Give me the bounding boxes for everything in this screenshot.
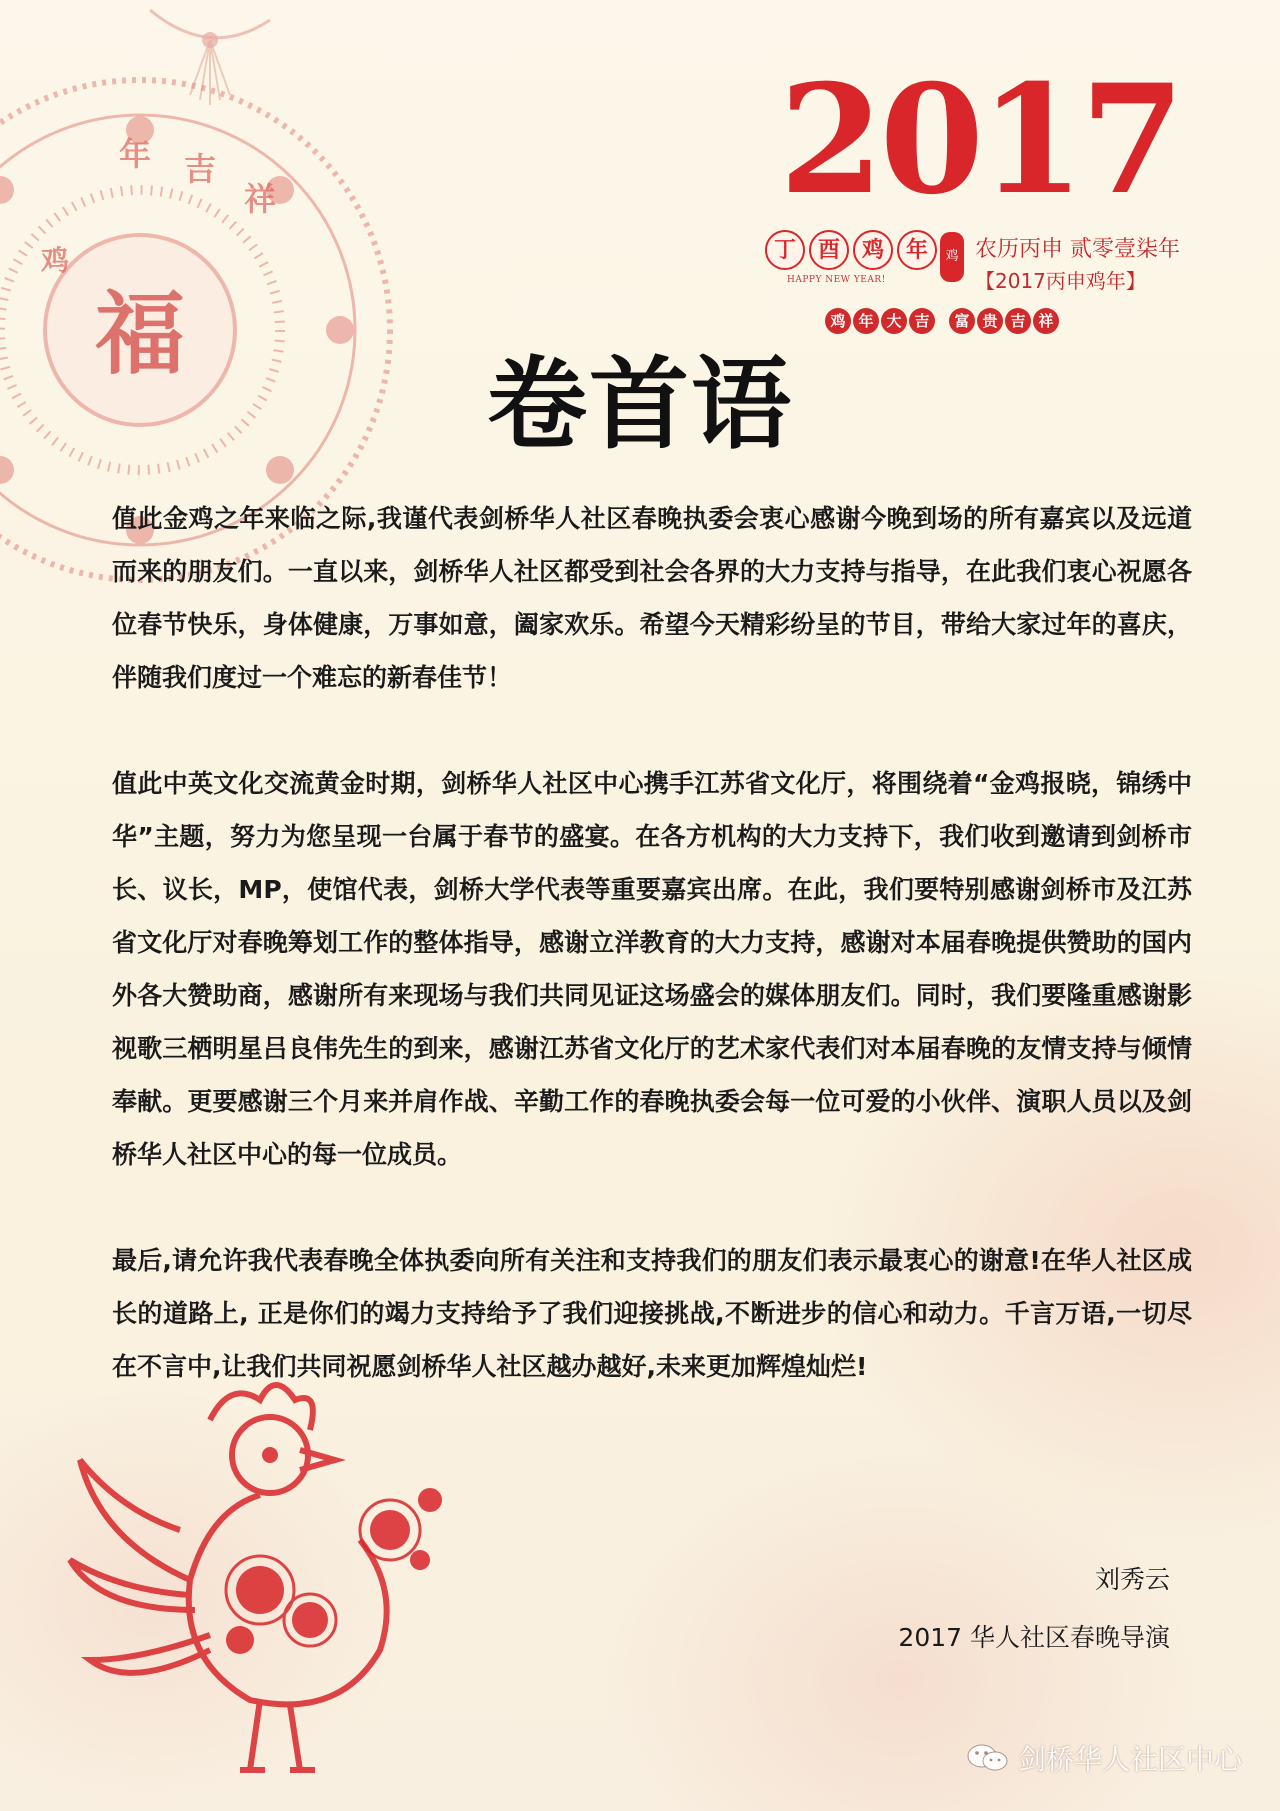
paragraph-3: 最后,请允许我代表春晚全体执委向所有关注和支持我们的朋友们表示最衷心的谢意!在华人社区成长的道路上, 正是你们的竭力支持给予了我们迎接挑战,不断进步的信心和动力。千言万语,一切尽在不言中,让我们共同祝愿剑桥华人社区越办越好,未来更加辉煌灿烂! (112, 1246, 1192, 1381)
blessing-group-right (949, 308, 1059, 334)
blessing-char: 吉 (1005, 308, 1031, 334)
signature-title: 2017 华人社区春晚导演 (898, 1623, 1170, 1652)
blessing-char: 贵 (977, 308, 1003, 334)
watermark-text: 剑桥华人社区中心 (1017, 1743, 1242, 1776)
paragraph-1: 值此金鸡之年来临之际,我谨代表剑桥华人社区春晚执委会衷心感谢今晚到场的所有嘉宾以及远道而来的朋友们。一直以来，剑桥华人社区都受到社会各界的大力支持与指导，在此我们衷心祝愿各位春节快乐，身体健康，万事如意，阖家欢乐。希望今天精彩纷呈的节目，带给大家过年的喜庆，伴随我们度过一个难忘的新春佳节！ (112, 504, 1192, 692)
lunar-date-line: 农历丙申 贰零壹柒年 (975, 237, 1180, 262)
year-number: 2017 (779, 52, 1181, 228)
blessing-char: 祥 (1033, 308, 1059, 334)
blessing-char: 富 (949, 308, 975, 334)
seal-stamp: 鸡 (940, 232, 964, 282)
watermark (966, 1738, 1242, 1778)
wechat-icon (966, 1742, 1010, 1774)
signature-name: 刘秀云 (1094, 1565, 1170, 1594)
blessing-char: 大 (881, 308, 907, 334)
rooster-papercut-decoration (60, 1360, 480, 1800)
body-text (112, 492, 1192, 1393)
blessing-char: 鸡 (825, 308, 851, 334)
paragraph-2: 值此中英文化交流黄金时期，剑桥华人社区中心携手江苏省文化厅，将围绕着“金鸡报晓，锦绣中华”主题，努力为您呈现一台属于春节的盛宴。在各方机构的大力支持下，我们收到邀请到剑桥市长、议长，MP，使馆代表，剑桥大学代表等重要嘉宾出席。在此，我们要特别感谢剑桥市及江苏省文化厅对春晚筹划工作的整体指导，感谢立洋教育的大力支持，感谢对本届春晚提供赞助的国内外各大赞助商，感谢所有来现场与我们共同见证这场盛会的媒体朋友们。同时，我们要隆重感谢影视歌三栖明星吕良伟先生的到来，感谢江苏省文化厅的艺术家代表们对本届春晚的友情支持与倾情奉献。更要感谢三个月来并肩作战、辛勤工作的春晚执委会每一位可爱的小伙伴、演职人员以及剑桥华人社区中心的每一位成员。 (112, 769, 1192, 1169)
zodiac-char: 鸡 (853, 230, 893, 270)
zodiac-label (765, 230, 937, 270)
happy-new-year-text: HAPPY NEW YEAR! (787, 275, 886, 285)
blessing-group-left (825, 308, 935, 334)
zodiac-char: 丁 (765, 230, 805, 270)
signature-block (898, 1555, 1170, 1663)
medallion-char-2: 吉 (183, 150, 217, 188)
medallion-char-fu: 福 (95, 281, 185, 387)
blessing-char: 年 (853, 308, 879, 334)
medallion-char-5: 鸡 (40, 244, 70, 277)
blessing-row (825, 308, 1059, 334)
medallion-char-1: 年 (118, 135, 152, 173)
page-title: 卷首语 (487, 346, 793, 463)
zodiac-char: 年 (897, 230, 937, 270)
zodiac-char: 酉 (809, 230, 849, 270)
year-header (765, 52, 1195, 350)
medallion-char-3: 祥 (243, 180, 277, 218)
blessing-char: 吉 (909, 308, 935, 334)
lunar-year-line: 【2017丙申鸡年】 (975, 269, 1146, 293)
